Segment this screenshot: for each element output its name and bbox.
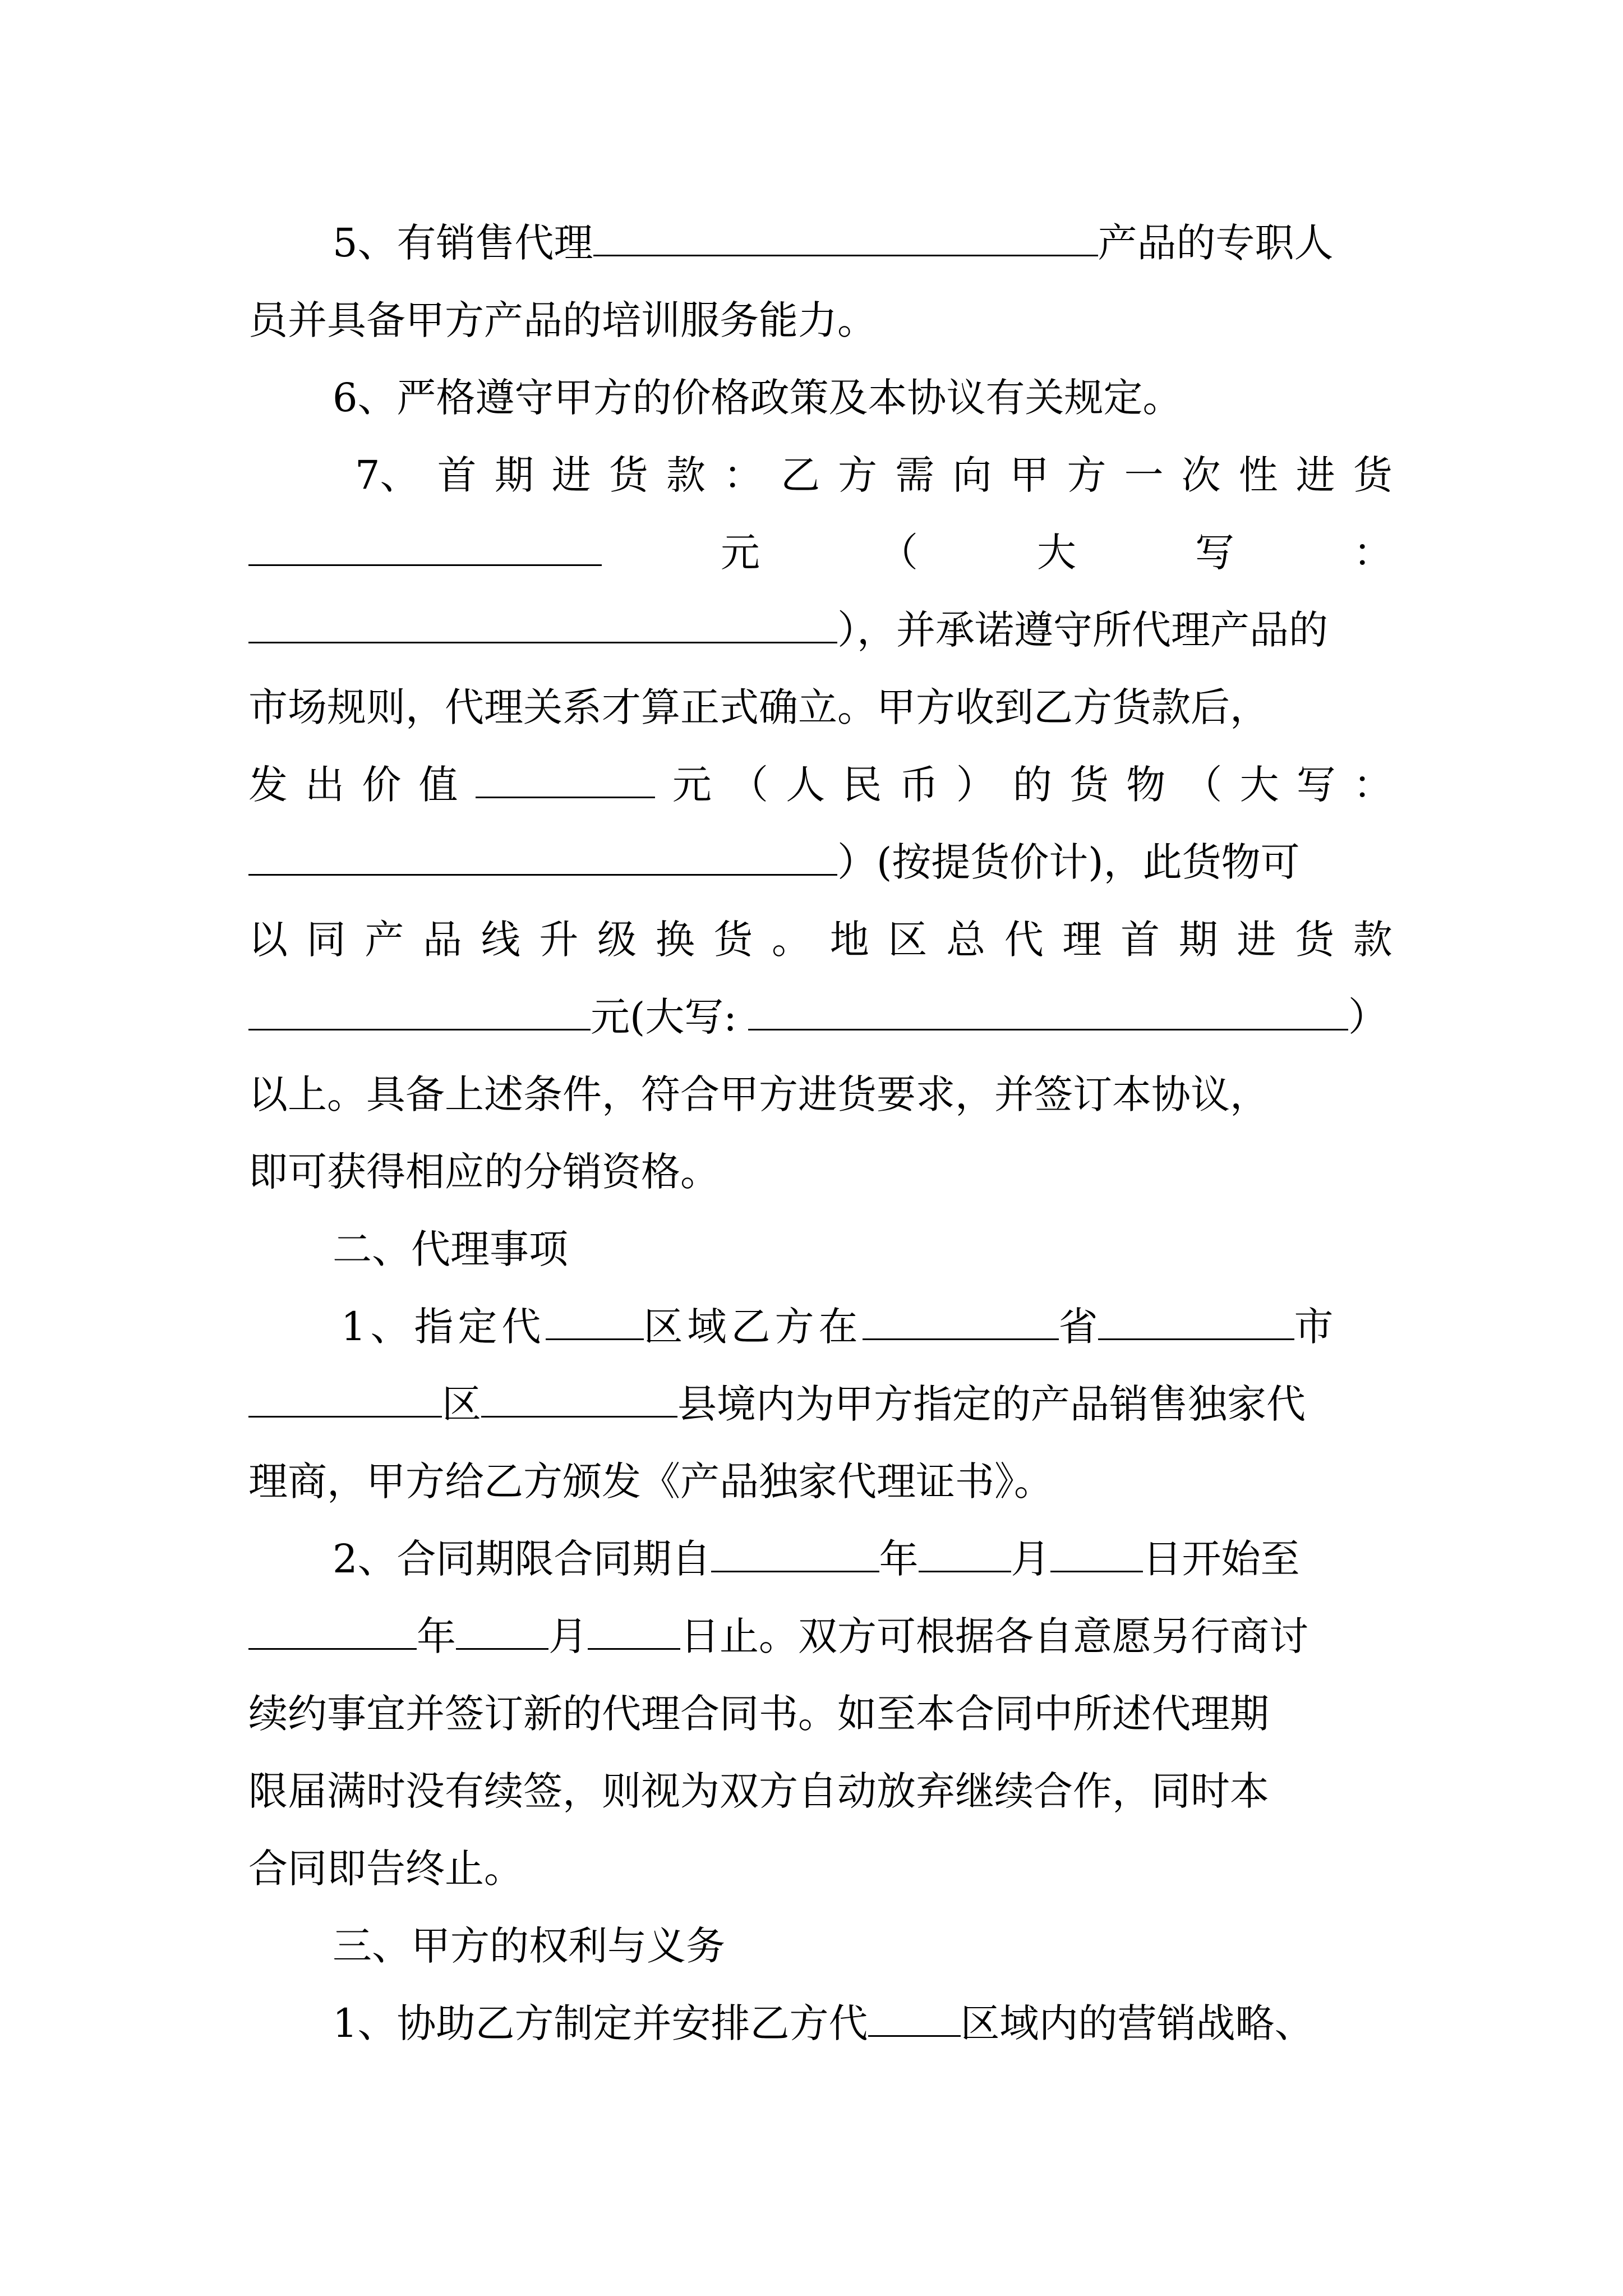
char: 元: [721, 530, 760, 576]
text: 5、有销售代理: [333, 220, 593, 266]
char: 出: [305, 762, 345, 808]
char: 货: [713, 917, 753, 963]
section-2-item-2-line-1: [248, 1534, 1393, 1584]
blank-goods-value: [476, 762, 655, 798]
char: 性: [1238, 452, 1278, 498]
blank-start-year: [711, 1536, 879, 1572]
clause-7-line-3: [248, 605, 1393, 655]
text: 1、协助乙方制定并安排乙方代: [333, 2000, 868, 2046]
text: ）(按提货价计)，此货物可: [837, 839, 1300, 885]
clause-7-line-7: [248, 914, 1393, 965]
char: 线: [481, 917, 520, 963]
clause-6: 6、严格遵守甲方的价格政策及本协议有关规定。: [333, 375, 1182, 421]
clause-7-line-6: [248, 837, 1393, 887]
clause-7-line-2: [248, 527, 1393, 578]
text: 产品的专职人: [1098, 220, 1334, 266]
blank-product-name: [593, 220, 1098, 256]
blank-total-agent-uppercase: [748, 994, 1348, 1030]
blank-end-month: [456, 1613, 548, 1650]
blank-province: [863, 1304, 1059, 1340]
blank-start-month: [919, 1536, 1011, 1572]
char: 发: [248, 762, 288, 808]
char: 进: [1295, 452, 1335, 498]
text: 年: [879, 1536, 919, 1582]
blank-agency-type: [868, 2000, 961, 2037]
char: ）: [956, 762, 995, 808]
char: 货: [1295, 917, 1335, 963]
char: 款: [666, 452, 706, 498]
section-2-item-1-line-1: [248, 1301, 1393, 1352]
text: 区域乙方在: [643, 1304, 863, 1350]
char: 乙: [781, 452, 820, 498]
section-2-item-1-line-3: 理商，甲方给乙方颁发《产品独家代理证书》。: [248, 1458, 1053, 1504]
char: 人: [786, 762, 826, 808]
char: 以: [248, 917, 288, 963]
char: 的: [1012, 762, 1052, 808]
char: 地: [829, 917, 869, 963]
char: 理: [1062, 917, 1102, 963]
blank-start-day: [1050, 1536, 1143, 1572]
char: （: [1183, 762, 1223, 808]
section-3-heading: 三、甲方的权利与义务: [333, 1923, 725, 1969]
char: ：: [723, 452, 763, 498]
text: 市: [1294, 1304, 1334, 1350]
char: 代: [1004, 917, 1044, 963]
text: 区域内的营销战略、: [960, 2000, 1314, 2046]
char: 货: [1069, 762, 1109, 808]
clause-7-line-5: [248, 760, 1393, 810]
clause-7-line-1: [248, 450, 1393, 500]
blank-goods-uppercase: [248, 839, 837, 876]
section-2-item-1-line-2: [248, 1379, 1393, 1429]
blank-county: [481, 1381, 677, 1418]
char: 进: [1237, 917, 1276, 963]
char: 元: [672, 762, 712, 808]
blank-agency-type: [546, 1304, 644, 1340]
text: 月: [1011, 1536, 1050, 1582]
char: 次: [1181, 452, 1221, 498]
char: （: [729, 762, 769, 808]
section-3-item-1-line-1: [248, 1998, 1404, 2049]
char: 一: [1124, 452, 1164, 498]
char: 进: [551, 452, 591, 498]
text: 1、指定代: [341, 1304, 546, 1350]
char: ：: [1353, 530, 1393, 576]
char: 。: [772, 917, 811, 963]
text: 年: [417, 1613, 456, 1659]
char: 值: [418, 762, 458, 808]
char: 写: [1296, 762, 1336, 808]
char: 向: [952, 452, 992, 498]
clause-5-line-1: [248, 218, 1393, 268]
text: 月: [548, 1613, 588, 1659]
char: 区: [888, 917, 928, 963]
char: 期: [494, 452, 534, 498]
text: 2、合同期限合同期自: [333, 1536, 711, 1582]
text: 日止。双方可根据各自意愿另行商讨: [680, 1613, 1308, 1659]
char: 首: [1121, 917, 1160, 963]
char: 款: [1353, 917, 1393, 963]
char: 币: [899, 762, 939, 808]
text: 县境内为甲方指定的产品销售独家代: [677, 1381, 1306, 1427]
clause-7-line-4: 市场规则，代理关系才算正式确立。甲方收到乙方货款后，: [248, 684, 1269, 730]
blank-district: [248, 1381, 442, 1418]
char: 升: [539, 917, 579, 963]
text: ），并承诺遵守所代理产品的: [837, 607, 1328, 653]
text: 区: [442, 1381, 481, 1427]
char: 总: [946, 917, 986, 963]
text: 日开始至: [1142, 1536, 1300, 1582]
char: （: [879, 530, 918, 576]
blank-amount-uppercase: [248, 607, 837, 643]
char: 7、: [355, 452, 419, 498]
section-2-item-2-line-2: [248, 1611, 1393, 1662]
clause-7-line-9: 以上。具备上述条件，符合甲方进货要求，并签订本协议，: [248, 1071, 1269, 1117]
char: 方: [838, 452, 878, 498]
blank-total-agent-amount: [248, 994, 591, 1030]
section-2-item-2-line-3: 续约事宜并签订新的代理合同书。如至本合同中所述代理期: [248, 1691, 1269, 1737]
blank-end-year: [248, 1613, 417, 1650]
char: 甲: [1009, 452, 1049, 498]
char: 货: [1353, 452, 1393, 498]
section-2-item-2-line-4: 限届满时没有续签，则视为双方自动放弃继续合作，同时本: [248, 1768, 1269, 1814]
section-2-item-2-line-5: 合同即告终止。: [248, 1846, 523, 1892]
char: 物: [1126, 762, 1166, 808]
char: 产: [365, 917, 404, 963]
char: 写: [1195, 530, 1234, 576]
char: 品: [423, 917, 463, 963]
section-2-heading: 二、代理事项: [333, 1226, 568, 1272]
char: 方: [1067, 452, 1106, 498]
clause-7-line-8: [248, 992, 1393, 1042]
char: 货: [608, 452, 648, 498]
blank-end-day: [588, 1613, 680, 1650]
blank-city: [1098, 1304, 1294, 1340]
char: ：: [1353, 762, 1393, 808]
text: 元(大写:: [591, 994, 737, 1040]
text: 省: [1058, 1304, 1098, 1350]
char: 大: [1239, 762, 1279, 808]
char: 价: [362, 762, 402, 808]
char: 首: [437, 452, 477, 498]
blank-amount: [248, 530, 602, 566]
char: 级: [597, 917, 637, 963]
text: ）: [1348, 994, 1387, 1040]
char: 同: [306, 917, 346, 963]
clause-7-line-10: 即可获得相应的分销资格。: [248, 1149, 720, 1195]
char: 需: [895, 452, 935, 498]
char: 大: [1037, 530, 1076, 576]
char: 期: [1178, 917, 1218, 963]
char: 民: [842, 762, 882, 808]
clause-5-line-2: 员并具备甲方产品的培训服务能力。: [248, 297, 877, 343]
char: 换: [655, 917, 695, 963]
